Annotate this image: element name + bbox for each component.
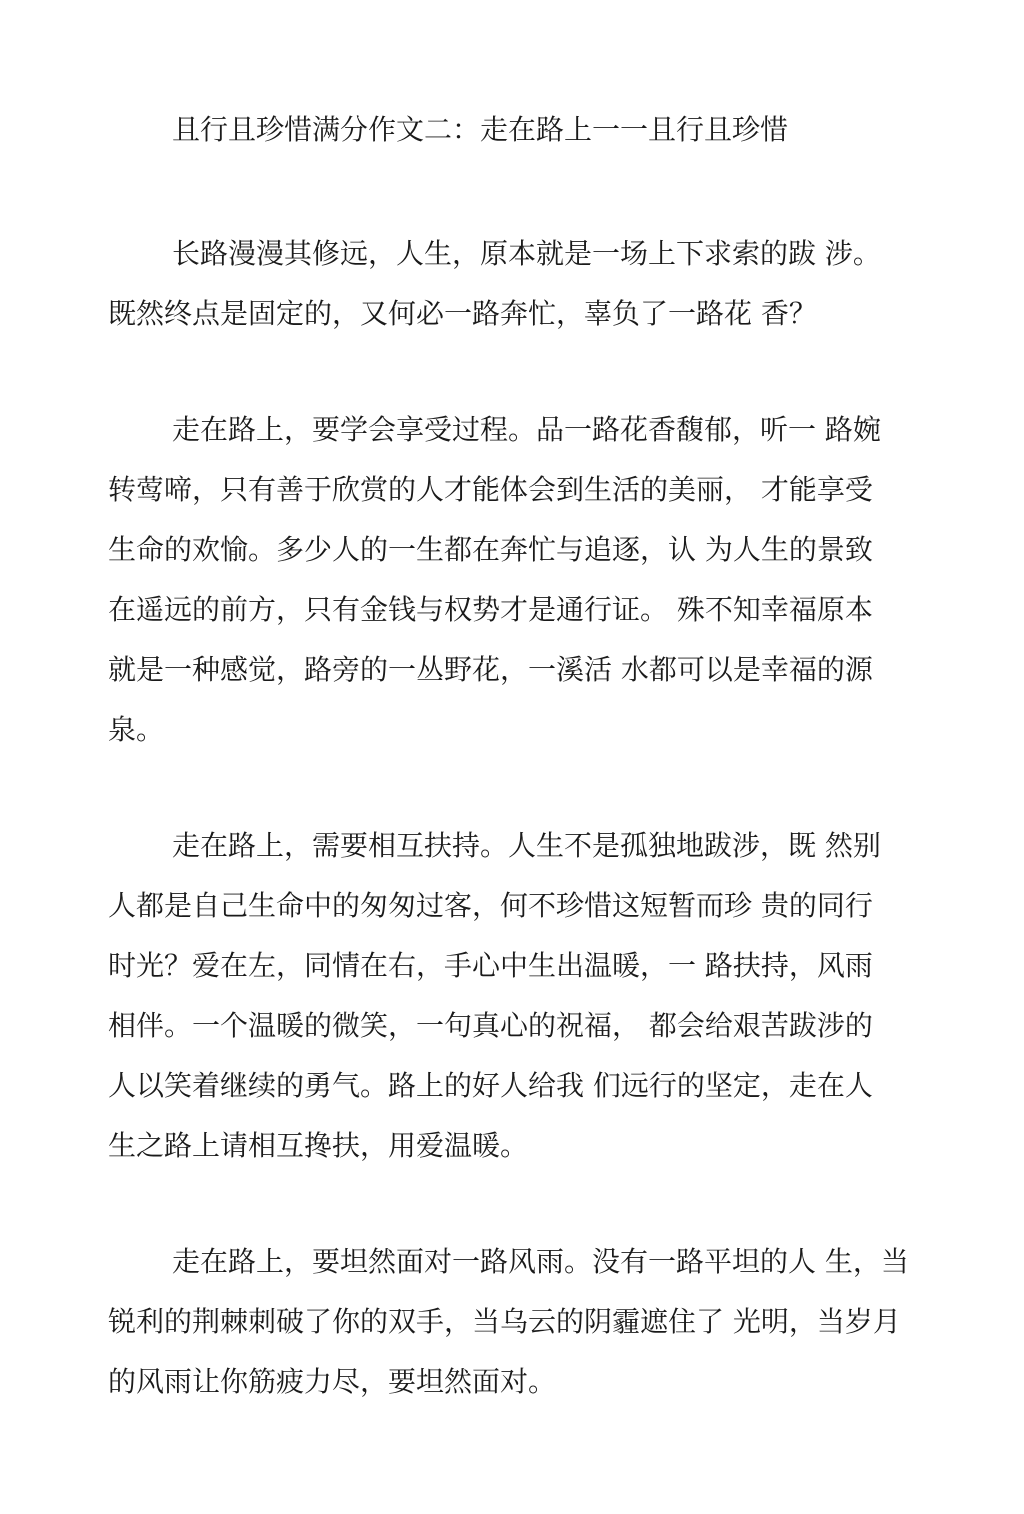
- paragraph-line: 长路漫漫其修远，人生，原本就是一场上下求索的跋 涉。: [172, 237, 881, 270]
- paragraph-line: 转莺啼，只有善于欣赏的人才能体会到生活的美丽， 才能享受: [108, 473, 873, 506]
- paragraph-line: 时光？爱在左，同情在右，手心中生出温暖，一 路扶持，风雨: [108, 949, 873, 982]
- paragraph-line: 走在路上，要学会享受过程。品一路花香馥郁，听一 路婉: [172, 413, 881, 446]
- paragraph-4: [108, 1232, 938, 1412]
- paragraph-line: 生命的欢愉。多少人的一生都在奔忙与追逐，认 为人生的景致: [108, 533, 873, 566]
- paragraph-3: [108, 816, 938, 1176]
- paragraph-2: [108, 400, 938, 760]
- paragraph-line: 的风雨让你筋疲力尽，要坦然面对。: [108, 1365, 557, 1398]
- paragraph-1: [108, 224, 938, 344]
- paragraph-line: 生之路上请相互搀扶，用爱温暖。: [108, 1129, 529, 1162]
- paragraph-line: 就是一种感觉，路旁的一丛野花，一溪活 水都可以是幸福的源: [108, 653, 873, 686]
- paragraph-line: 走在路上，要坦然面对一路风雨。没有一路平坦的人 生，当: [172, 1245, 909, 1278]
- paragraph-line: 人都是自己生命中的匆匆过客，何不珍惜这短暂而珍 贵的同行: [108, 889, 873, 922]
- paragraph-line: 泉。: [108, 713, 165, 746]
- paragraph-line: 在遥远的前方，只有金钱与权势才是通行证。 殊不知幸福原本: [108, 593, 873, 626]
- paragraph-line: 既然终点是固定的，又何必一路奔忙，辜负了一路花 香？: [108, 297, 817, 330]
- paragraph-line: 走在路上，需要相互扶持。人生不是孤独地跋涉，既 然别: [172, 829, 881, 862]
- document-title: 且行且珍惜满分作文二：走在路上一一且行且珍惜: [172, 113, 789, 146]
- paragraph-line: 锐利的荆棘刺破了你的双手，当乌云的阴霾遮住了 光明，当岁月: [108, 1305, 901, 1338]
- paragraph-line: 相伴。一个温暖的微笑，一句真心的祝福， 都会给艰苦跋涉的: [108, 1009, 873, 1042]
- paragraph-line: 人以笑着继续的勇气。路上的好人给我 们远行的坚定，走在人: [108, 1069, 873, 1102]
